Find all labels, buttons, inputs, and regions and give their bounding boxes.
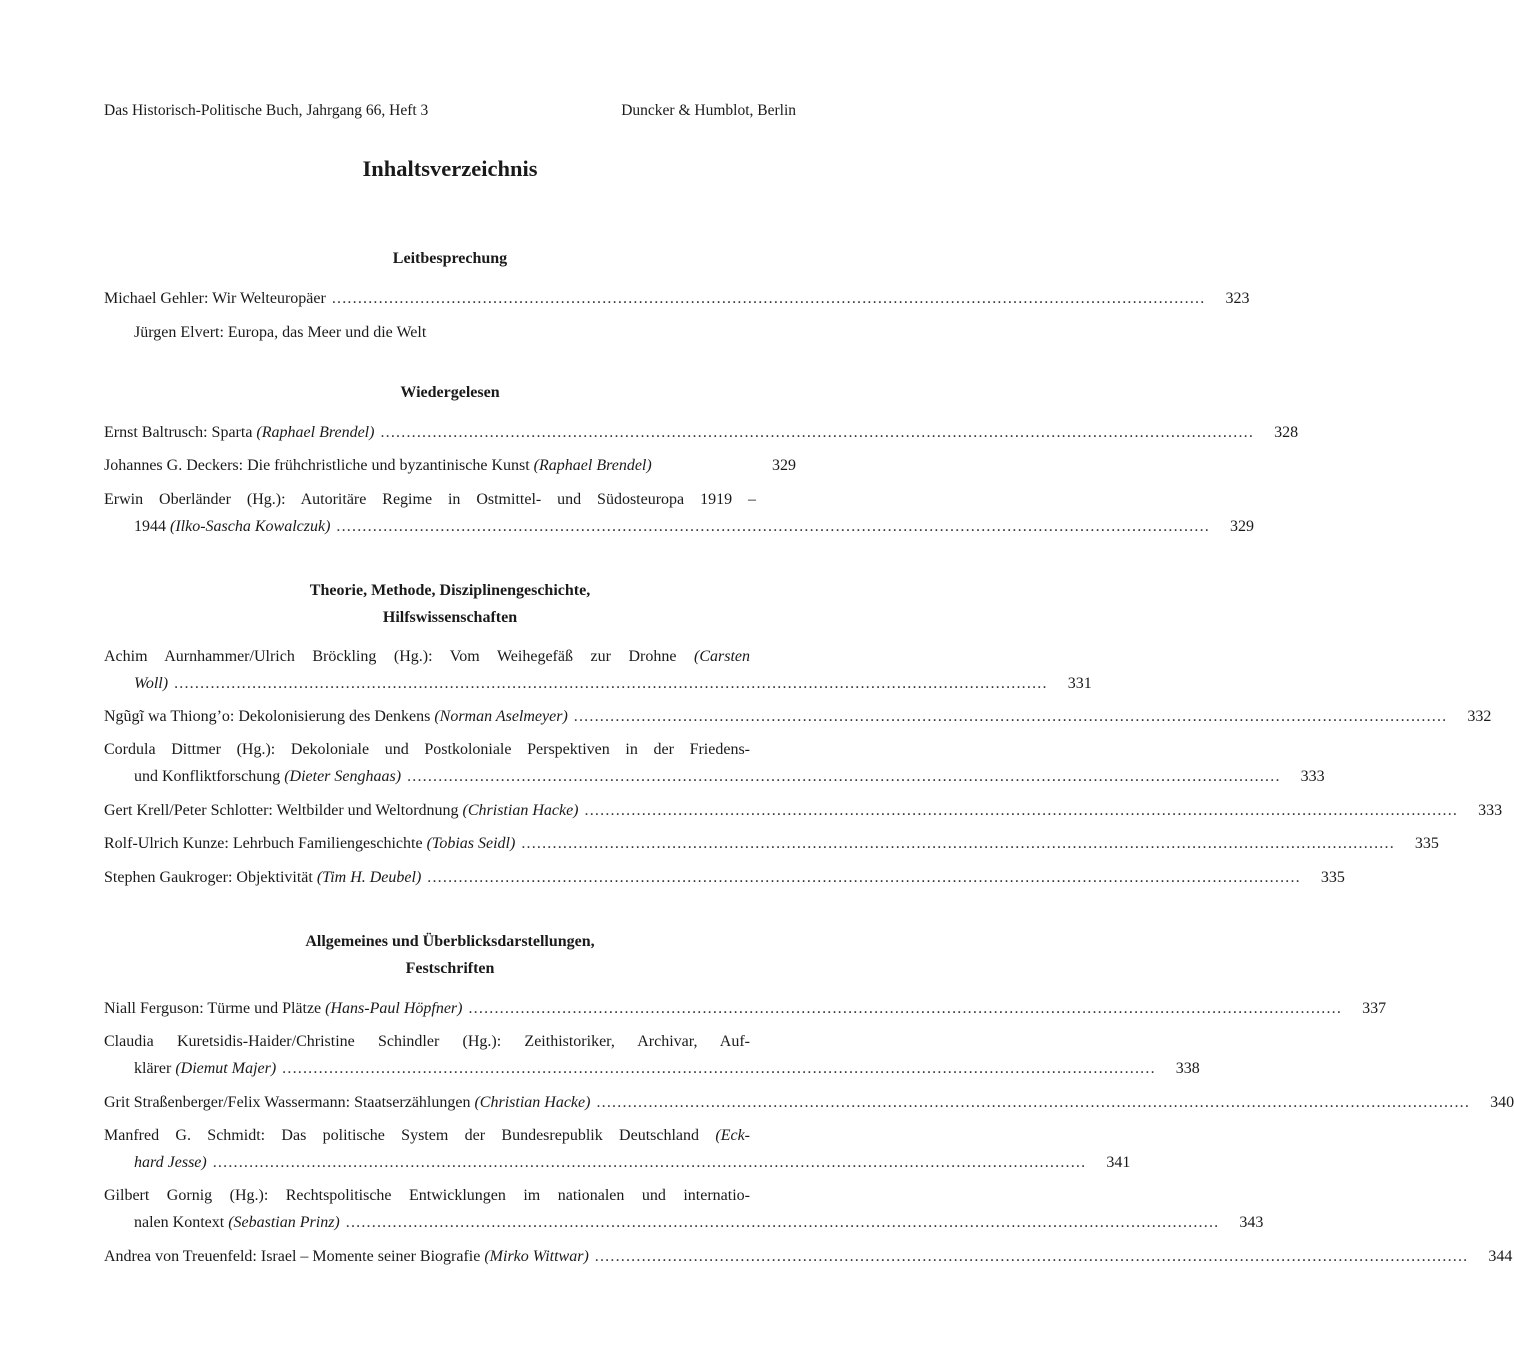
entry-title: Andrea von Treuenfeld: Israel – Momente seiner Biografie [104, 1248, 481, 1265]
entry-title-cont: nalen Kontext [134, 1214, 225, 1231]
toc-entry[interactable] [104, 703, 1492, 730]
toc-entry[interactable] [104, 864, 1345, 891]
dot-leader: ........................................................................................................................................................................ [212, 1154, 1087, 1171]
entry-reviewer: (Tobias Seidl) [426, 835, 516, 852]
page-number: 329 [1230, 518, 1255, 535]
page-number: 332 [1467, 708, 1492, 725]
toc-entry[interactable] [104, 995, 1387, 1022]
entry-reviewer: (Carsten [694, 648, 751, 665]
page-number: 338 [1175, 1060, 1200, 1077]
toc-entry[interactable] [104, 1089, 1514, 1116]
toc-entry[interactable] [104, 830, 1439, 857]
section-heading: Allgemeines und Überblicksdarstellungen, Festschriften [305, 933, 595, 977]
page-number: 341 [1106, 1154, 1131, 1171]
entry-reviewer: (Hans-Paul Höpfner) [325, 1000, 463, 1017]
entry-title: Erwin Oberländer (Hg.): Autoritäre Regime in Ostmittel- und Südosteuropa 1919 – [104, 491, 756, 508]
toc-entry[interactable] [104, 643, 1092, 697]
dot-leader: ........................................................................................................................................................................ [174, 675, 1048, 692]
section-heading: Wiedergelesen [400, 384, 500, 401]
page-number: 337 [1362, 1000, 1387, 1017]
entry-title: Johannes G. Deckers: Die frühchristliche und byzantinische Kunst [104, 457, 530, 474]
toc-entry[interactable] [104, 486, 1255, 540]
toc-sub-entry: Jürgen Elvert: Europa, das Meer und die Welt [134, 324, 427, 341]
page-number: 323 [1225, 290, 1250, 307]
entry-reviewer: (Raphael Brendel) [533, 457, 652, 474]
entry-reviewer: (Norman Aselmeyer) [434, 708, 568, 725]
dot-leader: ........................................................................................................................................................................ [584, 802, 1459, 819]
entry-title-cont: 1944 [134, 518, 166, 535]
page-number: 340 [1490, 1094, 1514, 1111]
entry-title: Niall Ferguson: Türme und Plätze [104, 1000, 322, 1017]
running-header [104, 101, 796, 121]
dot-leader: ........................................................................................................................................................................ [331, 290, 1206, 307]
page-number: 344 [1488, 1248, 1513, 1265]
page-number: 329 [772, 457, 796, 474]
entry-reviewer: (Tim H. Deubel) [316, 869, 422, 886]
entry-title-cont: und Konfliktforschung [134, 768, 281, 785]
entry-title: Gert Krell/Peter Schlotter: Weltbilder und Weltordnung [104, 802, 459, 819]
entry-title-cont: klärer [134, 1060, 172, 1077]
toc-entry[interactable] [104, 419, 1299, 446]
publisher: Duncker & Humblot, Berlin [621, 102, 796, 119]
entry-reviewer: (Raphael Brendel) [256, 424, 375, 441]
entry-title: Gilbert Gornig (Hg.): Rechtspolitische Entwicklungen im nationalen und internatio- [104, 1187, 750, 1204]
entry-reviewer: Woll) [134, 675, 169, 692]
entry-title: Grit Straßenberger/Felix Wassermann: Staatserzählungen [104, 1094, 471, 1111]
dot-leader: ........................................................................................................................................................................ [282, 1060, 1156, 1077]
page-number: 333 [1478, 802, 1503, 819]
entry-reviewer: (Sebastian Prinz) [228, 1214, 340, 1231]
toc-entry[interactable] [104, 1182, 1264, 1236]
toc-entry[interactable] [104, 1243, 1513, 1270]
journal-title: Das Historisch-Politische Buch, Jahrgang 66, Heft 3 [104, 102, 429, 119]
entry-title: Rolf-Ulrich Kunze: Lehrbuch Familiengeschichte [104, 835, 423, 852]
dot-leader: ........................................................................................................................................................................ [596, 1094, 1471, 1111]
entry-title: Cordula Dittmer (Hg.): Dekoloniale und Postkoloniale Perspektiven in der Friedens- [104, 741, 750, 758]
section-heading: Theorie, Methode, Disziplinengeschichte, Hilfswissenschaften [309, 582, 591, 626]
toc-entry[interactable] [104, 797, 1503, 824]
entry-title: Claudia Kuretsidis-Haider/Christine Schindler (Hg.): Zeithistoriker, Archivar, Auf- [104, 1033, 750, 1050]
entry-reviewer: (Dieter Senghaas) [284, 768, 402, 785]
entry-reviewer: (Eck- [715, 1127, 751, 1144]
entry-reviewer: (Christian Hacke) [474, 1094, 591, 1111]
section-heading: Leitbesprechung [392, 250, 508, 267]
page-number: 328 [1274, 424, 1299, 441]
entry-reviewer: (Christian Hacke) [462, 802, 579, 819]
entry-reviewer: (Ilko-Sascha Kowalczuk) [170, 518, 331, 535]
entry-title: Stephen Gaukroger: Objektivität [104, 869, 313, 886]
entry-title: Ngũgĩ wa Thiong’o: Dekolonisierung des Denkens [104, 708, 431, 725]
toc-entry[interactable] [104, 736, 1325, 790]
page-number: 343 [1239, 1214, 1264, 1231]
page-title: Inhaltsverzeichnis [362, 156, 538, 181]
toc-entry[interactable] [104, 1122, 1131, 1176]
dot-leader: ........................................................................................................................................................................ [345, 1214, 1220, 1231]
dot-leader: ........................................................................................................................................................................ [573, 708, 1448, 725]
page-number: 331 [1067, 675, 1092, 692]
entry-title: Ernst Baltrusch: Sparta [104, 424, 253, 441]
page-number: 335 [1414, 835, 1439, 852]
toc-entry[interactable] [104, 285, 1250, 312]
entry-reviewer: (Diemut Majer) [175, 1060, 277, 1077]
dot-leader: ........................................................................................................................................................................ [521, 835, 1395, 852]
dot-leader: ........................................................................................................................................................................ [594, 1248, 1469, 1265]
entry-title: Achim Aurnhammer/Ulrich Bröckling (Hg.): Vom Weihegefäß zur Drohne [104, 648, 677, 665]
dot-leader: ........................................................................................................................................................................ [427, 869, 1301, 886]
entry-reviewer: hard Jesse) [134, 1154, 207, 1171]
page-number: 333 [1300, 768, 1325, 785]
toc-entry[interactable] [104, 452, 796, 479]
toc-entry[interactable] [104, 1028, 1200, 1082]
dot-leader: ........................................................................................................................................................................ [380, 424, 1255, 441]
dot-leader: ........................................................................................................................................................................ [336, 518, 1211, 535]
entry-title: Michael Gehler: Wir Welteuropäer [104, 290, 326, 307]
entry-reviewer: (Mirko Wittwar) [484, 1248, 589, 1265]
dot-leader: ........................................................................................................................................................................ [407, 768, 1281, 785]
page-number: 335 [1320, 869, 1345, 886]
entry-title: Manfred G. Schmidt: Das politische System der Bundesrepublik Deutschland [104, 1127, 700, 1144]
dot-leader: ........................................................................................................................................................................ [468, 1000, 1343, 1017]
